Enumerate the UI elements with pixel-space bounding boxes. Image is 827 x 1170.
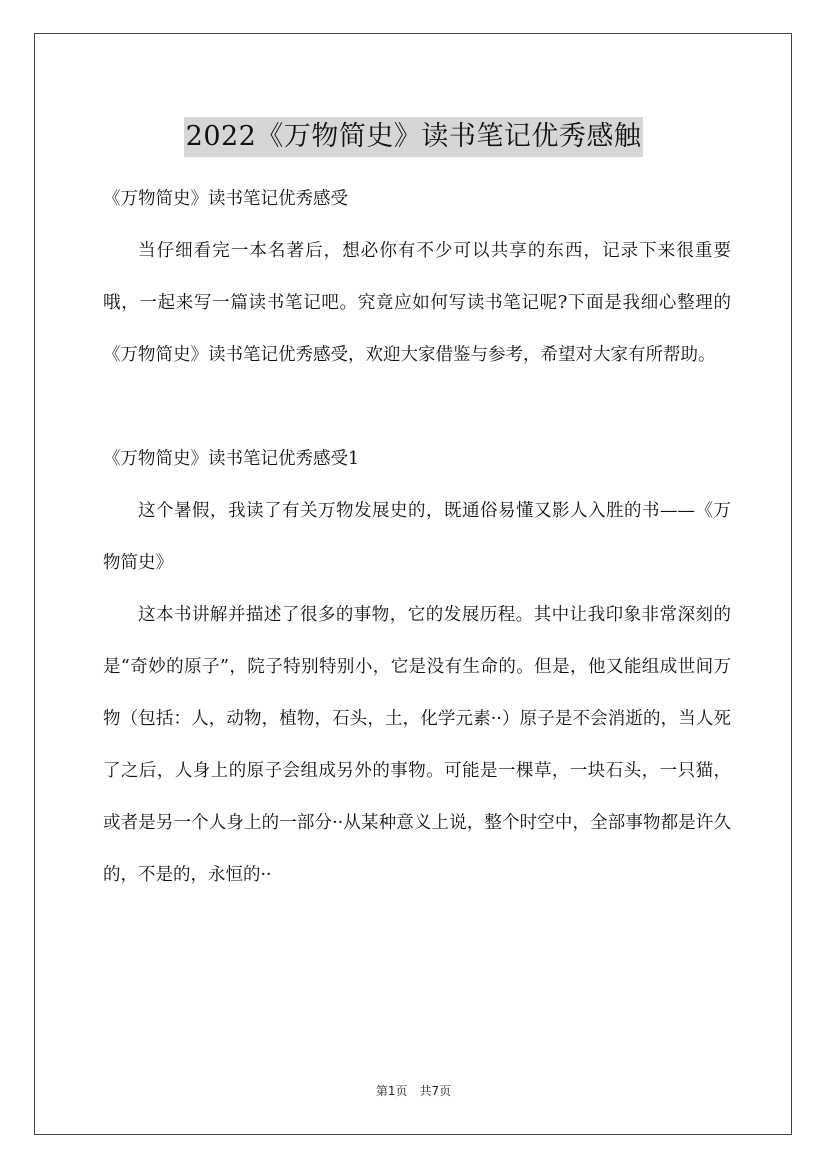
document-body [103,173,731,901]
section-heading-intro: 《万物简史》读书笔记优秀感受 [103,189,348,209]
page-number-total: 共7页 [419,1084,452,1098]
document-title: 2022《万物简史》读书笔记优秀感触 [184,117,644,157]
page-footer [0,1083,827,1099]
body-paragraph-1: 这个暑假，我读了有关万物发展史的，既通俗易懂又影人入胜的书——《万物简史》 [103,501,731,573]
paragraph-spacer [103,381,731,433]
section-heading-1: 《万物简史》读书笔记优秀感受1 [103,449,360,469]
intro-paragraph: 当仔细看完一本名著后，想必你有不少可以共享的东西，记录下来很重要哦，一起来写一篇读书笔记吧。究竟应如何写读书笔记呢?下面是我细心整理的《万物简史》读书笔记优秀感受，欢迎大家借鉴与参考，希望对大家有所帮助。 [103,241,731,365]
body-paragraph-2: 这本书讲解并描述了很多的事物，它的发展历程。其中让我印象非常深刻的是“奇妙的原子”，院子特别特别小，它是没有生命的。但是，他又能组成世间万物（包括：人，动物，植物，石头，土，化学元素··）原子是不会消逝的，当人死了之后，人身上的原子会组成另外的事物。可能是一棵草，一块石头，一只猫，或者是另一个人身上的一部分··从某种意义上说，整个时空中，全部事物都是许久的，不是的，永恒的·· [103,605,731,885]
title-container [0,99,827,175]
page-number-current: 第1页 [375,1084,408,1098]
